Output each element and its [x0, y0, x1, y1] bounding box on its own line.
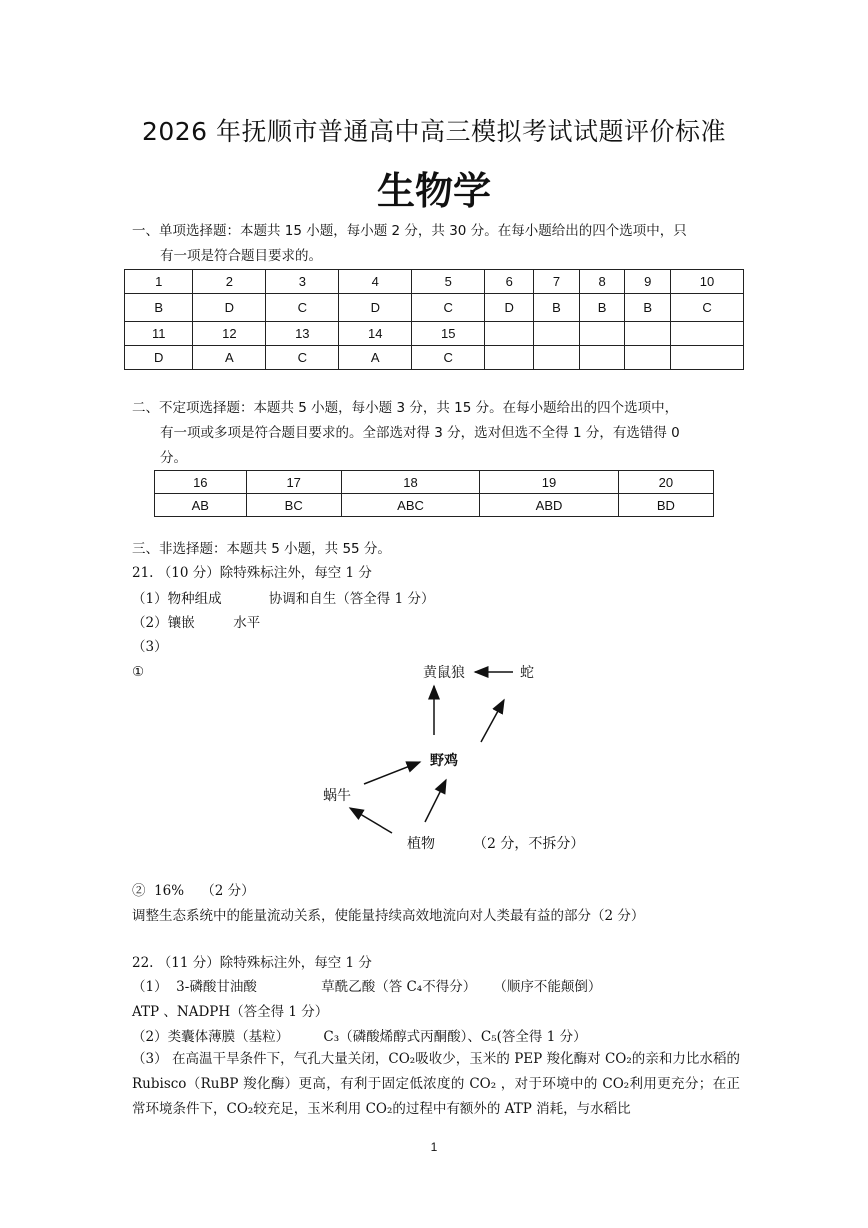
arrow-zhiwu-to-yeji [425, 780, 446, 822]
table-cell: C [412, 346, 485, 370]
q21-circle-one: ① [132, 664, 145, 680]
table-cell: 17 [246, 471, 341, 494]
table-cell: BC [246, 494, 341, 517]
table-cell: C [266, 346, 339, 370]
table-cell: 4 [339, 270, 412, 294]
diagram-score-note: （2 分，不拆分） [473, 836, 585, 852]
table-cell: ABC [341, 494, 480, 517]
table-cell: 13 [266, 322, 339, 346]
table-cell: B [534, 294, 580, 322]
q21-energy-answer: 调整生态系统中的能量流动关系，使能量持续高效地流向对人类最有益的部分（2 分） [132, 908, 645, 924]
table-cell: 9 [625, 270, 671, 294]
table-cell: 7 [534, 270, 580, 294]
section1-line2: 有一项是符合题目要求的。 [160, 248, 322, 264]
q21-part3: （3） [132, 639, 168, 655]
section2-line2: 有一项或多项是符合题目要求的。全部选对得 3 分，选对但选不全得 1 分，有选错得 0 [160, 425, 680, 441]
table-cell: ABD [480, 494, 619, 517]
q22-part2: （2）类囊体薄膜（基粒） C₃（磷酸烯醇式丙酮酸）、C₅(答全得 1 分） [132, 1029, 587, 1045]
table-cell: 19 [480, 471, 619, 494]
q21-part1: （1）物种组成 协调和自生（答全得 1 分） [132, 591, 435, 607]
table-cell: D [125, 346, 193, 370]
q22-part1: （1） 3-磷酸甘油酸 草酰乙酸（答 C₄不得分） （顺序不能颠倒） [132, 979, 602, 995]
document-title: 2026 年抚顺市普通高中高三模拟考试试题评价标准 [141, 117, 727, 146]
table-cell: D [193, 294, 266, 322]
section2-line1: 二、不定项选择题：本题共 5 小题，每小题 3 分，共 15 分。在每小题给出的四个选项中， [132, 400, 679, 416]
table-cell: 8 [579, 270, 625, 294]
table-cell: 3 [266, 270, 339, 294]
table-cell: 14 [339, 322, 412, 346]
table-cell: 20 [618, 471, 713, 494]
table-cell: BD [618, 494, 713, 517]
table-cell: 1 [125, 270, 193, 294]
table-cell: 15 [412, 322, 485, 346]
q21-heading: 21. （10 分）除特殊标注外，每空 1 分 [132, 565, 372, 581]
table-cell: 10 [671, 270, 744, 294]
table-cell: B [579, 294, 625, 322]
section2-line3: 分。 [160, 450, 187, 466]
arrow-yeji-to-she [481, 700, 504, 742]
q22-heading: 22. （11 分）除特殊标注外，每空 1 分 [132, 955, 372, 971]
table-cell: B [125, 294, 193, 322]
table-cell: A [339, 346, 412, 370]
table-cell: 5 [412, 270, 485, 294]
table-cell: B [625, 294, 671, 322]
page-number: 1 [430, 1140, 438, 1154]
node-huangshulang: 黄鼠狼 [423, 665, 465, 681]
q21-circle-two: ② 16% （2 分） [132, 883, 255, 899]
table-cell: D [339, 294, 412, 322]
table-cell: A [193, 346, 266, 370]
arrow-zhiwu-to-woniu [350, 808, 392, 833]
subject-title: 生物学 [376, 169, 491, 213]
node-zhiwu: 植物 [407, 836, 435, 852]
table-cell: AB [155, 494, 247, 517]
table-cell: C [266, 294, 339, 322]
table-cell: 16 [155, 471, 247, 494]
q22-part1-cont: ATP 、NADPH（答全得 1 分） [132, 1004, 329, 1020]
table-cell: 6 [485, 270, 534, 294]
node-woniu: 蜗牛 [323, 788, 351, 804]
table-cell: D [485, 294, 534, 322]
arrow-woniu-to-yeji [364, 762, 420, 784]
table-cell: 2 [193, 270, 266, 294]
q21-part2: （2）镶嵌 水平 [132, 615, 261, 631]
section1-line1: 一、单项选择题：本题共 15 小题，每小题 2 分，共 30 分。在每小题给出的四个选项中，只 [132, 223, 687, 239]
q22-part3: （3） 在高温干旱条件下，气孔大量关闭，CO₂吸收少，玉米的 PEP 羧化酶对 CO₂的亲和力比水稻的 Rubisco（RuBP 羧化酶）更高，有利于固定低浓度的 CO₂ ，对于环境中的 CO₂利用更充分；在正常环境条件下，CO₂较充足，玉米利用 CO₂的过程中有额外的 ATP 消耗，与水稻比 [132, 1051, 740, 1117]
table-cell: 12 [193, 322, 266, 346]
table-cell: 18 [341, 471, 480, 494]
node-yeji: 野鸡 [430, 753, 458, 769]
node-she: 蛇 [520, 665, 534, 681]
table-cell: C [412, 294, 485, 322]
table-cell: C [671, 294, 744, 322]
table-cell: 11 [125, 322, 193, 346]
section3-heading: 三、非选择题：本题共 5 小题，共 55 分。 [132, 541, 391, 557]
